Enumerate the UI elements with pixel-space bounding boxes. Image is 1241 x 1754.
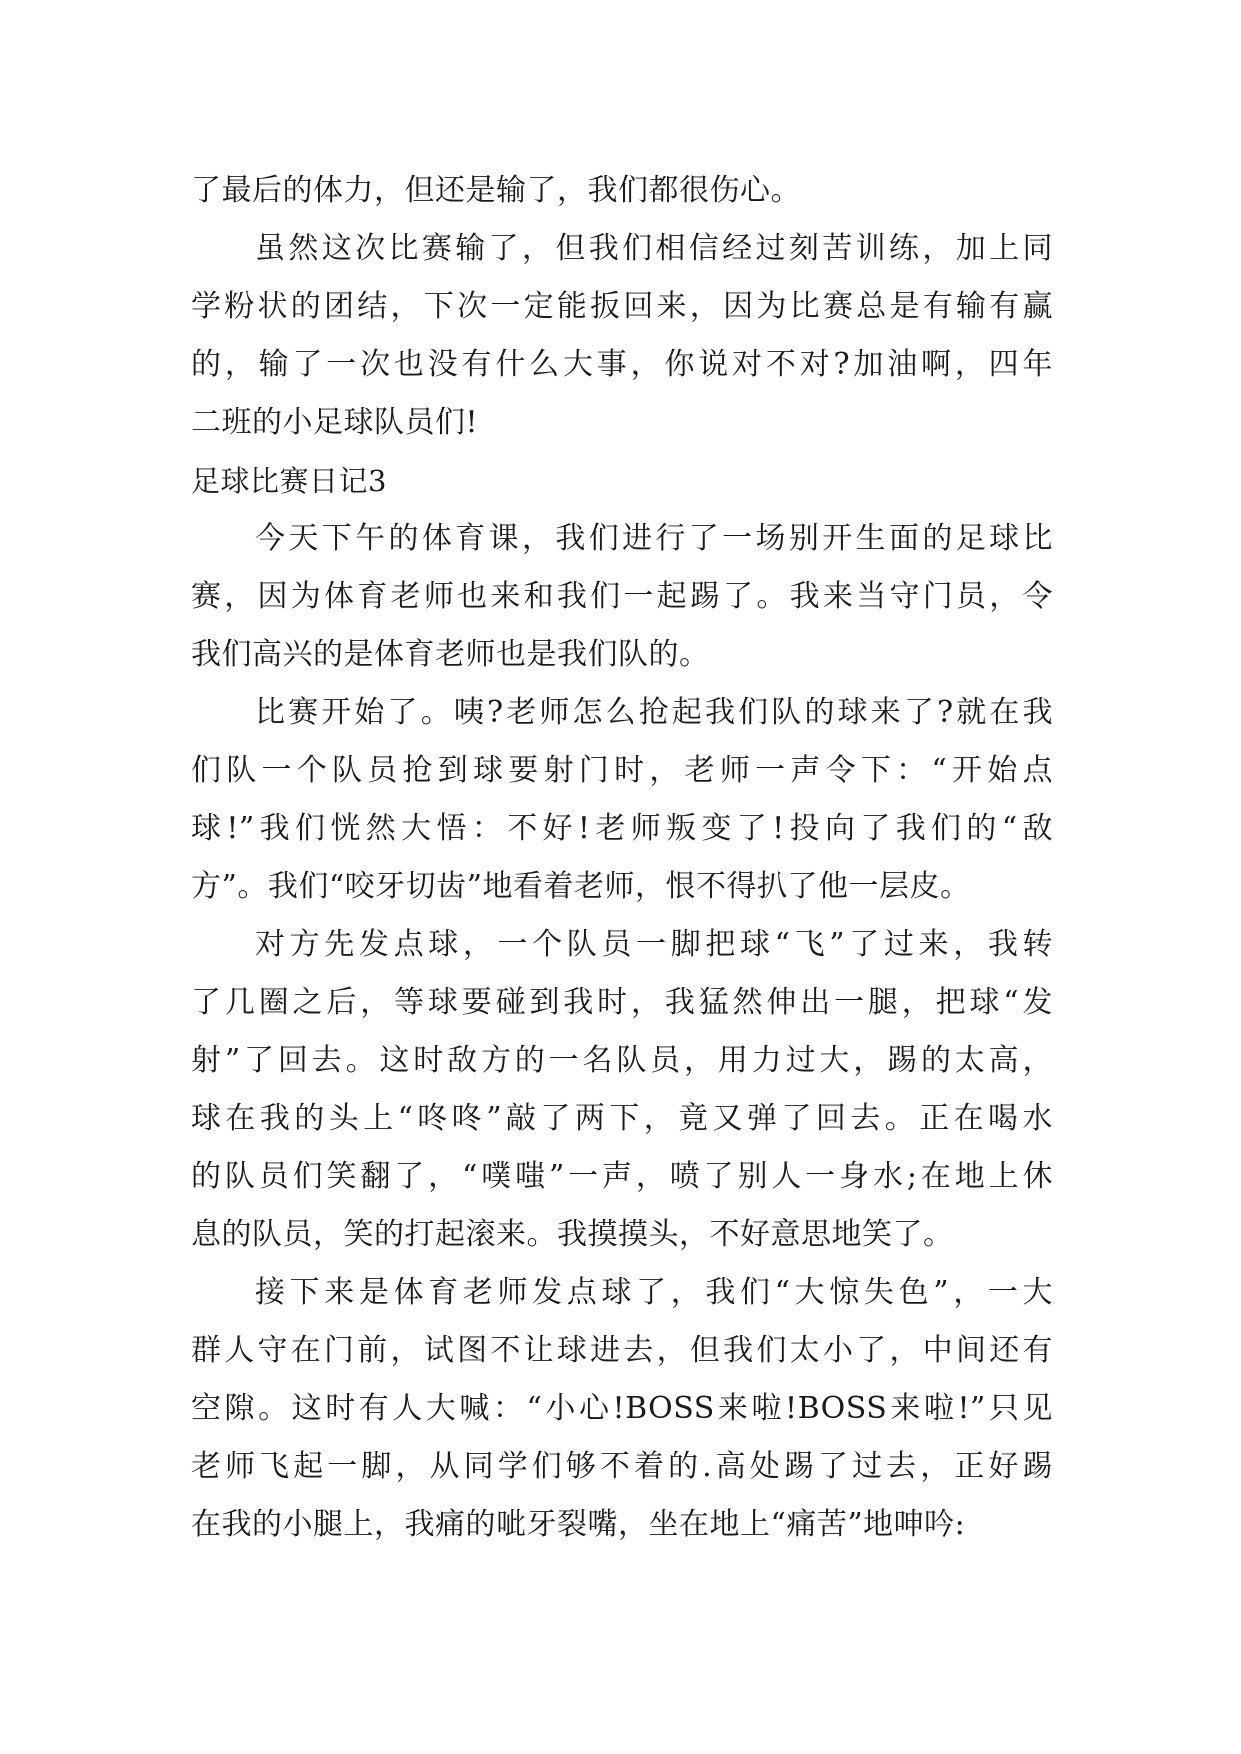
paragraph-line: 了几圈之后，等球要碰到我时，我猛然伸出一腿，把球“发 (191, 985, 1053, 1020)
paragraph-line: 对方先发点球，一个队员一脚把球“飞”了过来，我转 (255, 927, 1053, 962)
paragraph-line: 方”。我们“咬牙切齿”地看着老师，恨不得扒了他一层皮。 (191, 869, 971, 904)
paragraph-line: 比赛开始了。咦?老师怎么抢起我们队的球来了?就在我 (255, 695, 1053, 730)
paragraph-line: 接下来是体育老师发点球了，我们“大惊失色”，一大 (255, 1275, 1053, 1310)
paragraph-line: 球!”我们恍然大悟：不好!老师叛变了!投向了我们的“敌 (191, 811, 1053, 846)
paragraph-line: 空隙。这时有人大喊：“小心!BOSS来啦!BOSS来啦!”只见 (191, 1391, 1053, 1426)
paragraph-line: 在我的小腿上，我痛的呲牙裂嘴，坐在地上“痛苦”地呻吟: (191, 1507, 966, 1542)
paragraph-line: 了最后的体力，但还是输了，我们都很伤心。 (191, 173, 801, 208)
paragraph-line: 二班的小足球队员们! (191, 405, 479, 440)
paragraph-line: 的，输了一次也没有什么大事，你说对不对?加油啊，四年 (191, 347, 1053, 382)
paragraph-line: 虽然这次比赛输了，但我们相信经过刻苦训练，加上同 (255, 231, 1053, 266)
paragraph-line: 球在我的头上“咚咚”敲了两下，竟又弹了回去。正在喝水 (191, 1101, 1053, 1136)
paragraph-line: 们队一个队员抢到球要射门时，老师一声令下：“开始点 (191, 753, 1053, 788)
paragraph-line: 今天下午的体育课，我们进行了一场别开生面的足球比 (255, 521, 1053, 556)
paragraph-line: 息的队员，笑的打起滚来。我摸摸头，不好意思地笑了。 (191, 1217, 954, 1252)
paragraph-line: 老师飞起一脚，从同学们够不着的.高处踢了过去，正好踢 (191, 1449, 1053, 1484)
paragraph-line: 我们高兴的是体育老师也是我们队的。 (191, 637, 710, 672)
paragraph-line: 射”了回去。这时敌方的一名队员，用力过大，踢的太高， (191, 1043, 1053, 1078)
document-body (191, 162, 1053, 1554)
paragraph-line: 学粉状的团结，下次一定能扳回来，因为比赛总是有输有赢 (191, 289, 1053, 324)
paragraph-line: 的队员们笑翻了，“噗嗤”一声，喷了别人一身水;在地上休 (191, 1159, 1053, 1194)
paragraph-line: 赛，因为体育老师也来和我们一起踢了。我来当守门员，令 (191, 579, 1053, 614)
paragraph-line: 群人守在门前，试图不让球进去，但我们太小了，中间还有 (191, 1333, 1053, 1368)
section-heading: 足球比赛日记3 (191, 464, 387, 498)
